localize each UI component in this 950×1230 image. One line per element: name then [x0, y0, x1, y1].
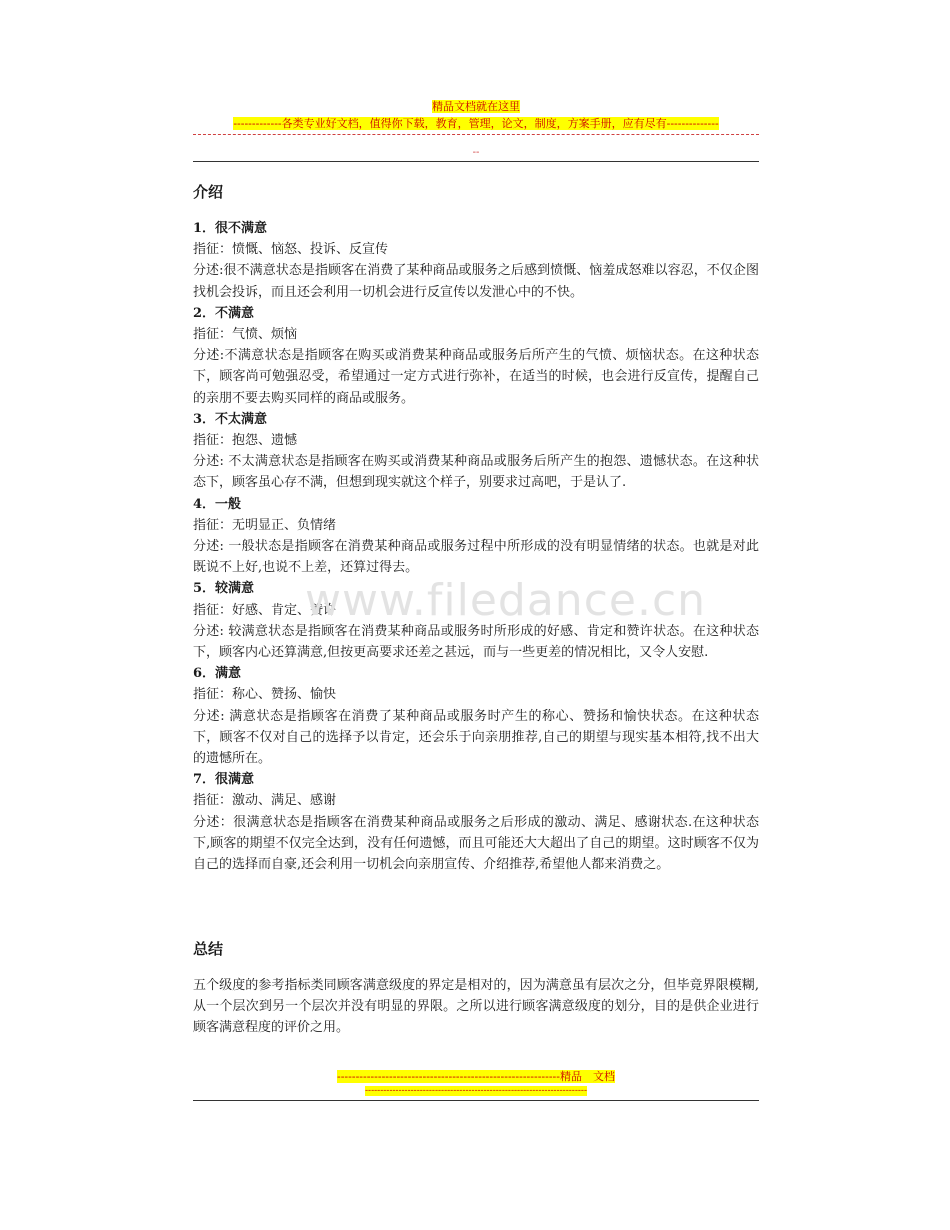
footer-rule	[193, 1100, 759, 1101]
intro-title: 介绍	[193, 183, 224, 201]
level-item-4	[193, 494, 759, 579]
level-sign: 指征：激动、满足、感谢	[193, 793, 337, 809]
header-rule	[193, 161, 759, 162]
header-dashed-rule	[193, 134, 759, 135]
level-heading: 6．满意	[193, 666, 242, 682]
level-sign: 指征：无明显正、负情绪	[193, 517, 337, 533]
header-title: 精品文档就在这里	[432, 100, 520, 113]
levels-list	[193, 218, 759, 875]
level-description: 分述:不满意状态是指顾客在购买或消费某种商品或服务后所产生的气愤、烦恼状态。在这种状态下，顾客尚可勉强忍受，希望通过一定方式进行弥补，在适当的时候，也会进行反宣传，提醒自己的亲朋不要去购买同样的商品或服务。	[193, 348, 759, 406]
level-sign: 指征：好感、肯定、赞许	[193, 602, 337, 618]
level-description: 分述：很满意状态是指顾客在消费某种商品或服务之后形成的激动、满足、感谢状态.在这种状态下,顾客的期望不仅完全达到，没有任何遗憾，而且可能还大大超出了自己的期望。这时顾客不仅为自己的选择而自豪,还会利用一切机会向亲朋宣传、介绍推荐,希望他人都来消费之。	[193, 814, 759, 873]
level-description: 分述: 一般状态是指顾客在消费某种商品或服务过程中所形成的没有明显情绪的状态。也就是对此既说不上好,也说不上差，还算过得去。	[193, 539, 759, 576]
summary-text: 五个级度的参考指标类同顾客满意级度的界定是相对的，因为满意虽有层次之分，但毕竟界限模糊,从一个层次到另一个层次并没有明显的界限。之所以进行顾客满意级度的划分，目的是供企业进行顾客满意程度的评价之用。	[193, 978, 759, 1036]
level-heading: 2．不满意	[193, 305, 255, 321]
level-sign: 指征：称心、赞扬、愉快	[193, 687, 337, 703]
level-description: 分述: 不太满意状态是指顾客在购买或消费某种商品或服务后所产生的抱怨、遗憾状态。在这种状态下，顾客虽心存不满，但想到现实就这个样子，别要求过高吧，于是认了.	[193, 454, 759, 491]
level-heading: 7．很满意	[193, 772, 255, 788]
footer-dash-line: -------------------------------------------------------------------------	[365, 1086, 587, 1096]
level-sign: 指征：愤慨、恼怒、投诉、反宣传	[193, 242, 389, 258]
level-description: 分述:很不满意状态是指顾客在消费了某种商品或服务之后感到愤慨、恼羞成怒难以容忍，不仅企图找机会投诉，而且还会利用一切机会进行反宣传以发泄心中的不快。	[193, 263, 759, 300]
level-heading: 3．不太满意	[193, 411, 268, 427]
level-description: 分述: 满意状态是指顾客在消费了某种商品或服务时产生的称心、赞扬和愉快状态。在这种状态下，顾客不仅对自己的选择予以肯定，还会乐于向亲朋推荐,自己的期望与现实基本相符,找不出大的遗憾所在。	[193, 708, 759, 767]
header-dash-tail: --	[472, 147, 480, 158]
summary-title: 总结	[193, 940, 224, 958]
level-heading: 4．一般	[193, 496, 242, 512]
level-item-1	[193, 218, 759, 303]
footer-line: ------------------------------------------------------------精品 文档	[336, 1070, 615, 1083]
level-item-2	[193, 303, 759, 409]
level-item-3	[193, 409, 759, 494]
level-heading: 5．较满意	[193, 581, 255, 597]
level-heading: 1．很不满意	[193, 221, 268, 236]
level-description: 分述: 较满意状态是指顾客在消费某种商品或服务时所形成的好感、肯定和赞许状态。在这种状态下，顾客内心还算满意,但按更高要求还差之甚远，而与一些更差的情况相比，又令人安慰.	[193, 623, 759, 661]
level-item-6	[193, 663, 759, 769]
level-item-7	[193, 769, 759, 875]
watermark: www.filedance.cn	[305, 575, 707, 626]
level-sign: 指征：抱怨、遗憾	[193, 433, 298, 449]
header-tagline: -------------各类专业好文档，值得你下载，教育，管理，论文，制度，方案手册，应有尽有--------------	[233, 117, 719, 130]
level-sign: 指征：气愤、烦恼	[193, 327, 298, 343]
